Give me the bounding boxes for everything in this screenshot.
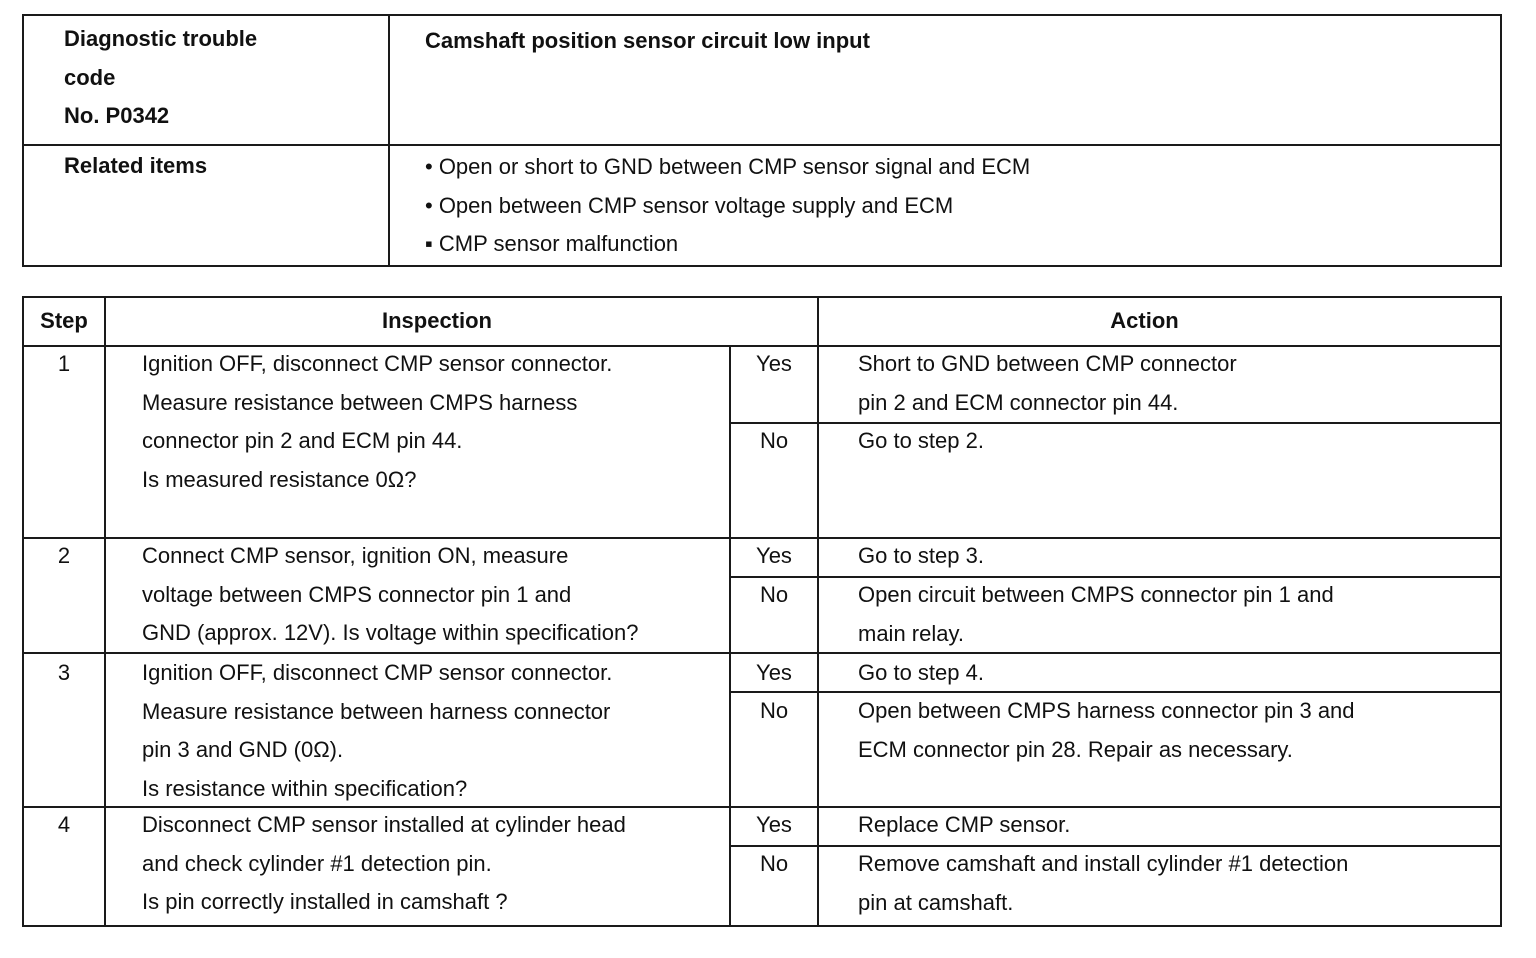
inspection-text — [142, 345, 612, 499]
action-line: Replace CMP sensor. — [858, 812, 1071, 837]
yes-action — [858, 345, 1237, 422]
dtc-title: Camshaft position sensor circuit low input — [425, 28, 870, 53]
no-label: No — [759, 851, 789, 876]
yes-action — [858, 806, 1070, 845]
action-line: Go to step 3. — [858, 543, 984, 568]
yes-label: Yes — [756, 660, 792, 685]
action-line: Short to GND between CMP connector — [858, 351, 1237, 376]
dtc-label-line: Diagnostic trouble — [64, 26, 258, 51]
action-line: pin at camshaft. — [858, 889, 1014, 915]
inspection-line: connector pin 2 and ECM pin 44. — [142, 428, 463, 453]
inspection-line: Is measured resistance 0Ω? — [142, 466, 417, 492]
step-number: 2 — [57, 543, 71, 568]
action-line: main relay. — [858, 620, 964, 646]
inspection-text — [142, 537, 638, 653]
dtc-label-line: code — [64, 64, 116, 90]
yes-label: Yes — [756, 351, 792, 376]
action-line: ECM connector pin 28. Repair as necessary. — [858, 736, 1293, 762]
inspection-text — [142, 654, 612, 808]
step-number: 4 — [57, 812, 71, 837]
inspection-line: Disconnect CMP sensor installed at cylinder head — [142, 812, 626, 837]
step-number: 3 — [57, 660, 71, 685]
yes-label: Yes — [756, 543, 792, 568]
yes-label: Yes — [756, 812, 792, 837]
action-line: Open circuit between CMPS connector pin 1 and — [858, 582, 1334, 607]
yes-action — [858, 654, 984, 693]
no-action — [858, 576, 1334, 653]
no-action — [858, 845, 1348, 922]
inspection-line: Ignition OFF, disconnect CMP sensor connector. — [142, 351, 613, 376]
step-number: 1 — [57, 351, 71, 376]
no-label: No — [759, 582, 789, 607]
action-line: Go to step 2. — [858, 428, 984, 453]
action-line: Open between CMPS harness connector pin 3 and — [858, 698, 1355, 723]
header-action: Action — [1110, 308, 1179, 333]
inspection-line: Connect CMP sensor, ignition ON, measure — [142, 543, 569, 568]
dtc-code: No. P0342 — [64, 103, 170, 128]
inspection-line: Is pin correctly installed in camshaft ? — [142, 889, 508, 914]
action-line: pin 2 and ECM connector pin 44. — [858, 389, 1179, 415]
related-item: • Open between CMP sensor voltage supply and ECM — [425, 192, 954, 218]
header-step: Step — [40, 308, 88, 333]
related-item: ▪ CMP sensor malfunction — [425, 231, 679, 256]
inspection-line: and check cylinder #1 detection pin. — [142, 850, 492, 876]
yes-action — [858, 537, 984, 576]
inspection-line: GND (approx. 12V). Is voltage within specification? — [142, 620, 639, 645]
dtc-label — [64, 20, 257, 136]
no-label: No — [759, 698, 789, 723]
inspection-line: voltage between CMPS connector pin 1 and — [142, 581, 572, 607]
inspection-line: Ignition OFF, disconnect CMP sensor connector. — [142, 660, 613, 685]
no-label: No — [759, 428, 789, 453]
inspection-line: Measure resistance between harness connector — [142, 698, 611, 724]
action-line: Remove camshaft and install cylinder #1 detection — [858, 851, 1349, 876]
inspection-line: Measure resistance between CMPS harness — [142, 389, 578, 415]
header-inspection: Inspection — [381, 308, 492, 333]
no-action — [858, 692, 1355, 769]
related-items-list — [425, 148, 1030, 264]
related-item: • Open or short to GND between CMP sensor signal and ECM — [425, 154, 1031, 179]
inspection-text — [142, 806, 626, 922]
related-items-label: Related items — [64, 153, 208, 178]
inspection-line: Is resistance within specification? — [142, 775, 468, 801]
inspection-line: pin 3 and GND (0Ω). — [142, 737, 344, 762]
no-action — [858, 422, 984, 461]
action-line: Go to step 4. — [858, 660, 984, 685]
